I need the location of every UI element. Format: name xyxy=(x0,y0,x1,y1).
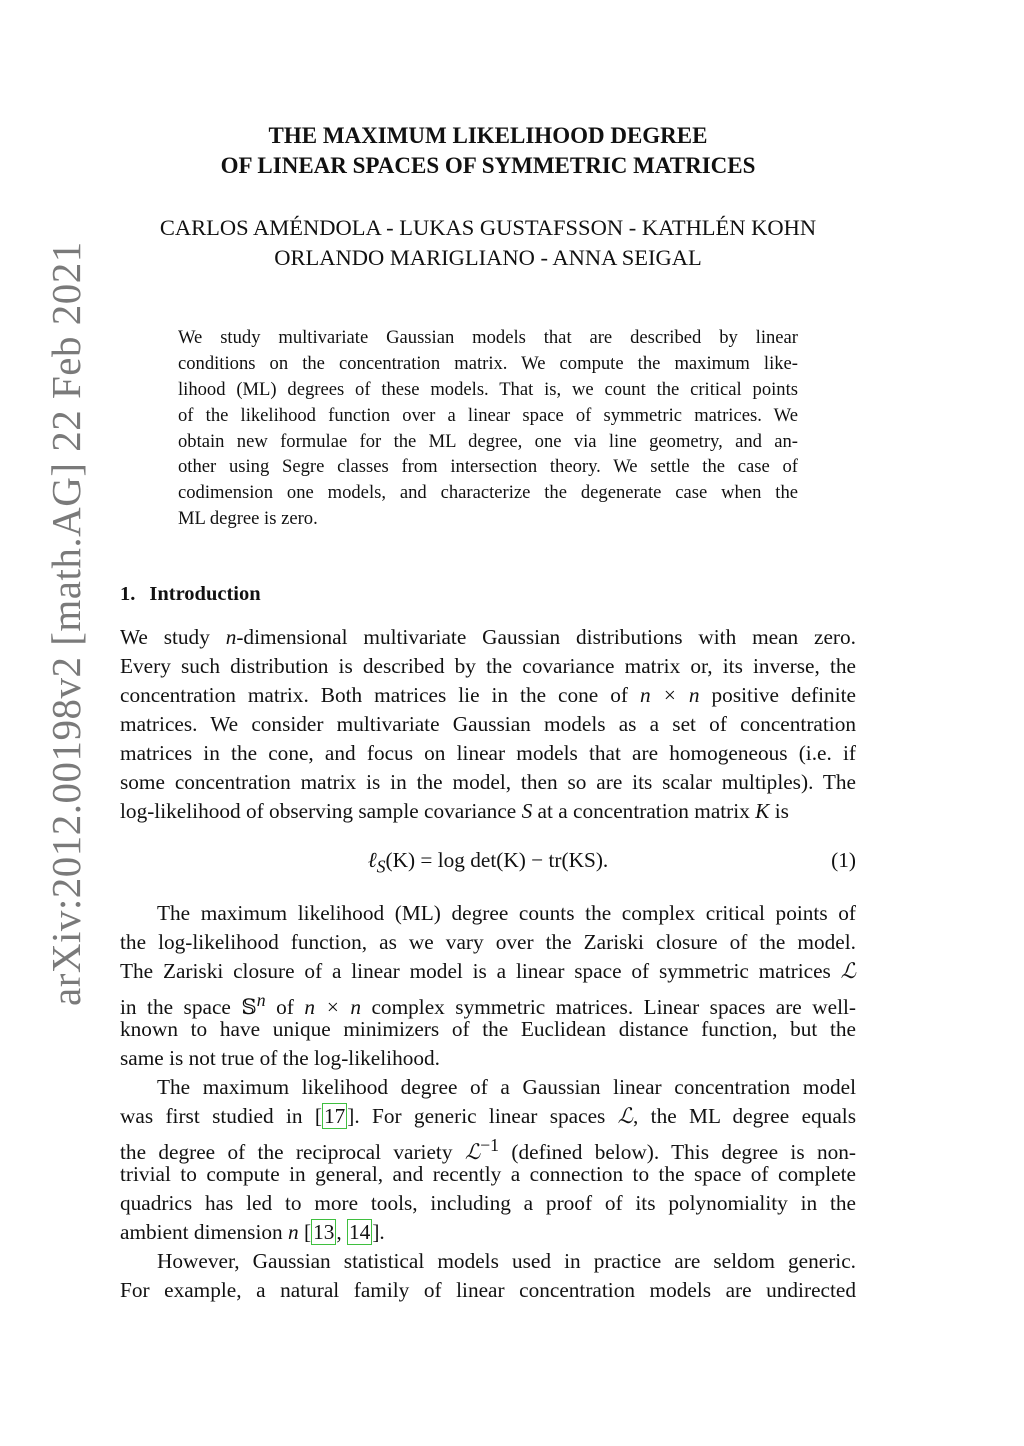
paper-title xyxy=(120,121,856,181)
citation-link[interactable]: 17 xyxy=(323,1104,346,1128)
paragraph-line: in the space 𝕊$^n$ of n × n complex symmetric matrices. Linear spaces are well- xyxy=(120,990,856,1020)
title-line-1: THE MAXIMUM LIKELIHOOD DEGREE xyxy=(268,123,708,148)
paragraph-line: matrices in the cone, and focus on linear models that are homogeneous (i.e. if xyxy=(120,741,856,765)
abstract-line: ML degree is zero. xyxy=(178,508,318,530)
arxiv-identifier-stamp: arXiv:2012.00198v2 [math.AG] 22 Feb 2021 xyxy=(43,241,89,1006)
paragraph-line: the degree of the reciprocal variety ℒ$^{-1}$ (defined below). This degree is non- xyxy=(120,1135,856,1165)
paragraph-line: We study n-dimensional multivariate Gaussian distributions with mean zero. xyxy=(120,625,856,649)
paragraph-line: However, Gaussian statistical models used in practice are seldom generic. xyxy=(157,1249,856,1273)
abstract-line: We study multivariate Gaussian models that are described by linear xyxy=(178,327,798,348)
author-list xyxy=(120,213,856,273)
paragraph-line: was first studied in [17]. For generic linear spaces ℒ, the ML degree equals xyxy=(120,1104,856,1128)
paragraph-line: Every such distribution is described by the covariance matrix or, its inverse, the xyxy=(120,654,856,678)
section-number: 1. xyxy=(120,583,136,605)
paragraph-line: The Zariski closure of a linear model is a linear space of symmetric matrices ℒ xyxy=(120,959,856,983)
abstract-line: lihood (ML) degrees of these models. That is, we count the critical points xyxy=(178,378,798,400)
section-heading-introduction xyxy=(120,583,261,606)
citation-link[interactable]: 13 xyxy=(313,1220,335,1244)
equation-expression: ℓ$_S$(K) = log det(K) − tr(KS). xyxy=(367,848,609,877)
authors-line-2: ORLANDO MARIGLIANO - ANNA SEIGAL xyxy=(274,245,702,270)
paragraph-line: matrices. We consider multivariate Gaussian models as a set of concentration xyxy=(120,712,856,736)
paragraph-line: The maximum likelihood (ML) degree counts the complex critical points of xyxy=(157,901,856,925)
paragraph-2 xyxy=(120,899,856,1073)
authors-line-1: CARLOS AMÉNDOLA - LUKAS GUSTAFSSON - KATHLÉN KOHN xyxy=(159,215,817,240)
paragraph-line: log-likelihood of observing sample covariance S at a concentration matrix K is xyxy=(120,799,789,823)
paragraph-line: trivial to compute in general, and recently a connection to the space of complete xyxy=(120,1162,856,1186)
equation-number: (1) xyxy=(831,848,856,872)
abstract-line: codimension one models, and characterize the degenerate case when the xyxy=(178,482,798,504)
citation-link[interactable]: 14 xyxy=(349,1220,371,1244)
abstract xyxy=(178,325,798,532)
abstract-line: conditions on the concentration matrix. We compute the maximum like- xyxy=(178,352,798,374)
paragraph-line: The maximum likelihood degree of a Gaussian linear concentration model xyxy=(157,1075,856,1099)
abstract-line: obtain new formulae for the ML degree, one via line geometry, and an- xyxy=(178,430,798,452)
paragraph-line: known to have unique minimizers of the Euclidean distance function, but the xyxy=(120,1017,856,1041)
abstract-line: of the likelihood function over a linear space of symmetric matrices. We xyxy=(178,404,798,426)
paragraph-line: concentration matrix. Both matrices lie in the cone of n × n positive definite xyxy=(120,683,856,707)
paragraph-4 xyxy=(120,1247,856,1305)
equation-1 xyxy=(120,848,856,878)
abstract-line: other using Segre classes from intersection theory. We settle the case of xyxy=(178,456,798,478)
paragraph-3 xyxy=(120,1073,856,1247)
paragraph-line: same is not true of the log-likelihood. xyxy=(120,1046,440,1070)
paragraph-line: ambient dimension n [13, 14]. xyxy=(120,1220,385,1244)
paragraph-line: the log-likelihood function, as we vary over the Zariski closure of the model. xyxy=(120,930,856,954)
section-title: Introduction xyxy=(149,583,261,605)
paragraph-line: some concentration matrix is in the model, then so are its scalar multiples). The xyxy=(120,770,856,794)
paragraph-line: For example, a natural family of linear concentration models are undirected xyxy=(120,1278,856,1302)
paragraph-1 xyxy=(120,623,856,826)
title-line-2: OF LINEAR SPACES OF SYMMETRIC MATRICES xyxy=(220,153,756,178)
paragraph-line: quadrics has led to more tools, including a proof of its polynomiality in the xyxy=(120,1191,856,1215)
